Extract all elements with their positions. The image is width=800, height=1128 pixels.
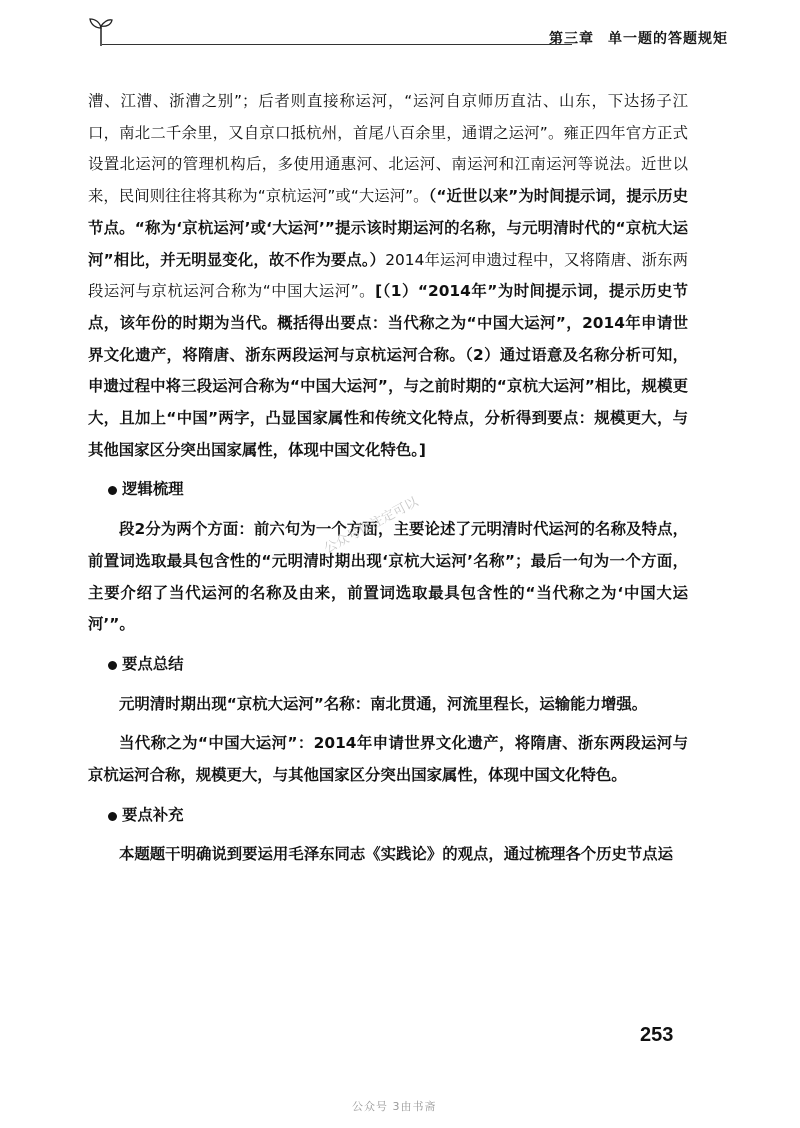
- page-number: 253: [640, 1024, 674, 1046]
- paragraph-logic: 段2分为两个方面：前六句为一个方面，主要论述了元明清时代运河的名称及特点，前置词选取最具包含性的“元明清时期出现‘京杭大运河’名称”；最后一句为一个方面，主要介绍了当代运河的名称及由来，前置词选取最具包含性的“当代称之为‘中国大运河’”。: [88, 520, 688, 634]
- watermark: 公众号你注定可以: [321, 494, 421, 557]
- paragraph-1-text: 漕、江漕、浙漕之别”；后者则直接称运河，“运河自京师历直沽、山东，下达扬子江口，南北二千余里，又自京口抵杭州，首尾八百余里，通谓之运河”。雍正四年官方正式设置北运河的管理机构后，多使用通惠河、北运河、南运河和江南运河等说法。近世以来，民间则往往将其称为“京杭运河”或“大运河”。: [88, 92, 688, 206]
- footer-mark: 公众号 3由书斋: [352, 1100, 437, 1113]
- paragraph-summary-2: 当代称之为“中国大运河”：2014年申请世界文化遗产，将隋唐、浙东两段运河与京杭运河合称，规模更大，与其他国家区分突出国家属性，体现中国文化特色。: [88, 734, 688, 785]
- header-rule: [102, 44, 572, 45]
- paragraph-1-note-2: [（1）“2014年”为时间提示词，提示历史节点，该年份的时期为当代。概括得出要点：当代称之为“中国大运河”，2014年申请世界文化遗产，将隋唐、浙东两段运河与京杭运河合称。（2）通过语意及名称分析可知，申遗过程中将三段运河合称为“中国大运河”，与之前时期的“京杭大运河”相比，规模更大，且加上“中国”两字，凸显国家属性和传统文化特点，分析得到要点：规模更大，与其他国家区分突出国家属性，体现中国文化特色。]: [88, 282, 689, 459]
- page-body: [88, 86, 688, 871]
- paragraph-1-note: （“近世以来”为时间提示词，提示历史节点。“称为‘京杭运河’或‘大运河’”提示该时期运河的名称，与元明清时代的“京杭大运河”相比，并无明显变化，故不作为要点。）: [88, 187, 688, 269]
- chapter-title: 单一题的答题规矩: [608, 31, 728, 47]
- paragraph-1-cont: 2014年运河申遗过程中，又将隋唐、浙东两段运河与京杭运河合称为“中国大运河”。: [88, 250, 688, 301]
- section-heading-logic: 逻辑梳理: [88, 474, 688, 506]
- paragraph-summary-1: 元明清时期出现“京杭大运河”名称：南北贯通，河流里程长，运输能力增强。: [119, 694, 648, 713]
- chapter-number: 第三章: [549, 31, 594, 47]
- paragraph-supplement: 本题题干明确说到要运用毛泽东同志《实践论》的观点，通过梳理各个历史节点运: [119, 845, 674, 864]
- paragraph-1: [88, 86, 688, 466]
- page-header: [88, 14, 728, 50]
- chapter-heading: [535, 28, 728, 48]
- section-heading-summary: 要点总结: [88, 649, 688, 681]
- section-heading-supplement: 要点补充: [88, 800, 688, 832]
- sprout-icon: [88, 14, 114, 48]
